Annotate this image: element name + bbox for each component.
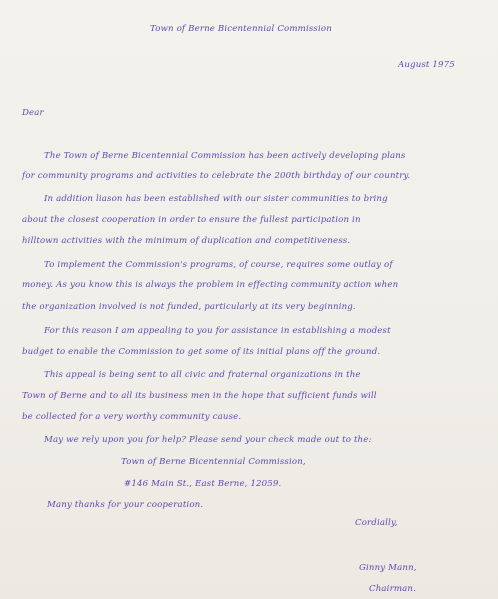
- paragraph-2-line-3: hilltown activities with the minimum of duplication and competitiveness.: [22, 236, 351, 246]
- paragraph-2-line-2: about the closest cooperation in order to ensure the fullest participation in: [22, 215, 361, 225]
- paragraph-4-line-2: budget to enable the Commission to get some of its initial plans off the ground.: [22, 347, 381, 357]
- closing: Cordially,: [355, 518, 398, 528]
- letter-date: August 1975: [398, 60, 455, 70]
- signer-name: Ginny Mann,: [359, 563, 417, 573]
- paragraph-5-line-1: This appeal is being sent to all civic and fraternal organizations in the: [44, 370, 361, 380]
- paragraph-5-line-2: Town of Berne and to all its business men in the hope that sufficient funds will: [22, 391, 377, 401]
- paragraph-1-line-1: The Town of Berne Bicentennial Commission has been actively developing plans: [44, 151, 406, 161]
- paragraph-2-line-1: In addition liason has been established with our sister communities to bring: [44, 194, 388, 204]
- paragraph-3-line-1: To implement the Commission's programs, of course, requires some outlay of: [44, 260, 393, 270]
- address-line-2: #146 Main St., East Berne, 12059.: [124, 479, 282, 489]
- paragraph-4-line-1: For this reason I am appealing to you for assistance in establishing a modest: [44, 326, 391, 336]
- paragraph-6-line-1: May we rely upon you for help? Please send your check made out to the:: [44, 435, 372, 445]
- address-line-1: Town of Berne Bicentennial Commission,: [121, 457, 306, 467]
- thanks-line: Many thanks for your cooperation.: [47, 500, 204, 510]
- paragraph-3-line-3: the organization involved is not funded, particularly at its very beginning.: [22, 302, 356, 312]
- salutation: Dear: [22, 108, 44, 118]
- letter-heading: Town of Berne Bicentennial Commission: [150, 24, 332, 34]
- signer-title: Chairman.: [369, 584, 416, 594]
- paragraph-5-line-3: be collected for a very worthy community cause.: [22, 412, 242, 422]
- paragraph-1-line-2: for community programs and activities to celebrate the 200th birthday of our country.: [22, 171, 411, 181]
- paragraph-3-line-2: money. As you know this is always the problem in effecting community action when: [22, 280, 399, 290]
